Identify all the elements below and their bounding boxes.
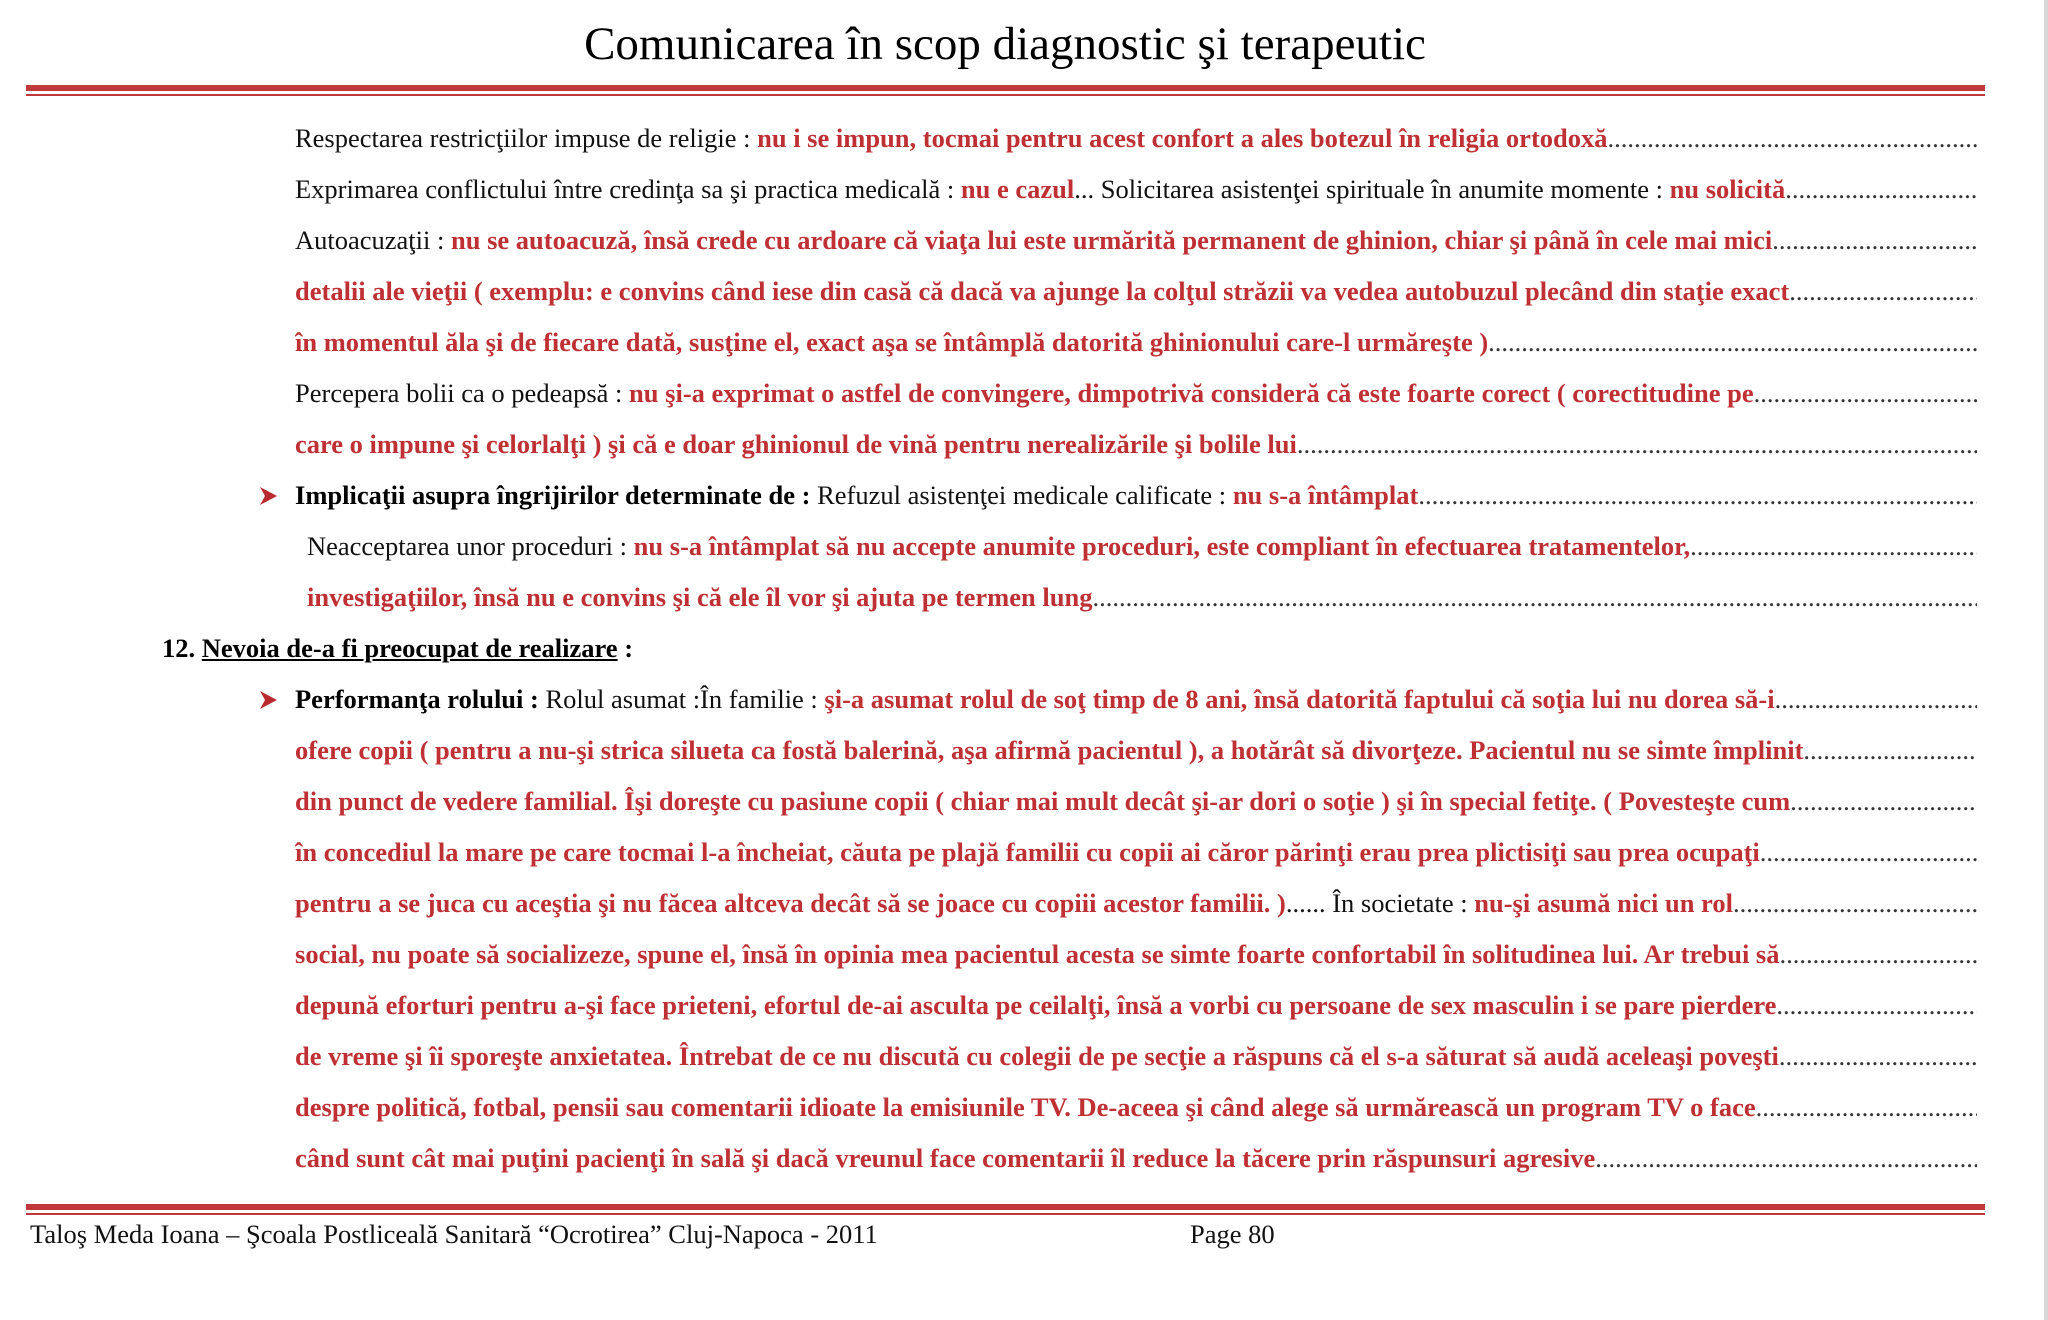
- text-line: [295, 776, 1977, 827]
- dot-leader: [1760, 827, 1977, 878]
- text-line: [295, 980, 1977, 1031]
- header-rule: [26, 85, 1985, 96]
- text-line: [295, 1031, 1977, 1082]
- subsection-heading: Implicaţii asupra îngrijirilor determinate de :: [295, 480, 818, 510]
- field-label: ... Solicitarea asistenţei spirituale în anumite momente :: [1074, 174, 1670, 204]
- section-heading: [162, 623, 1062, 674]
- dot-leader: [1754, 368, 1977, 419]
- dot-leader: [1789, 266, 1977, 317]
- field-label: Refuzul asistenţei medicale calificate :: [817, 480, 1233, 510]
- text-line: [307, 572, 1977, 623]
- dot-leader: [1690, 521, 1977, 572]
- field-answer: nu e cazul: [960, 174, 1075, 204]
- field-answer: depună eforturi pentru a-şi face prieteni, efortul de-ai asculta pe ceilalţi, însă a vorbi cu persoane de sex masculin i se pare pierdere: [295, 990, 1777, 1020]
- field-answer: investigaţiilor, însă nu e convins şi că ele îl vor şi ajuta pe termen lung: [307, 582, 1093, 612]
- field-answer: social, nu poate să socializeze, spune el, însă în opinia mea pacientul acesta se simte foarte confortabil în solitudinea lui. Ar trebui să: [295, 939, 1780, 969]
- section-suffix: :: [617, 633, 634, 663]
- text-line: [295, 1082, 1977, 1133]
- field-answer: nu se autoacuză, însă crede cu ardoare că viaţa lui este urmărită permanent de ghinion, chiar şi până în cele mai mici: [451, 225, 1773, 255]
- field-answer: nu-şi asumă nici un rol: [1474, 888, 1733, 918]
- dot-leader: [1775, 674, 1977, 725]
- text-line: [295, 215, 1977, 266]
- text-line: [295, 266, 1977, 317]
- dot-leader: [1595, 1133, 1977, 1184]
- field-label: Neacceptarea unor proceduri :: [307, 531, 634, 561]
- field-answer: de vreme şi îi sporeşte anxietatea. Întrebat de ce nu discută cu colegii de pe secţie a răspuns că el s-a săturat să audă aceleaşi poveşti: [295, 1041, 1779, 1071]
- text-line: [295, 1133, 1977, 1184]
- field-answer: în concediul la mare pe care tocmai l-a încheiat, căuta pe plajă familii cu copii ai căror părinţi erau prea plictisiţi sau prea ocupaţi: [295, 837, 1760, 867]
- field-answer: care o impune şi celorlalţi ) şi că e doar ghinionul de vină pentru nerealizările şi bolile lui: [295, 429, 1297, 459]
- dot-leader: [1779, 1031, 1977, 1082]
- dot-leader: [1790, 776, 1977, 827]
- text-line: [295, 878, 1977, 929]
- bullet-line: [295, 674, 1977, 725]
- dot-leader: [1608, 113, 1977, 164]
- page-edge: [2044, 0, 2048, 1320]
- dot-leader: [1297, 419, 1977, 470]
- field-answer: nu i se impun, tocmai pentru acest confort a ales botezul în religia ortodoxă: [757, 123, 1608, 153]
- text-line: [295, 725, 1977, 776]
- field-label: Rolul asumat :În familie :: [545, 684, 825, 714]
- dot-leader: [1785, 164, 1977, 215]
- field-label: ...... În societate :: [1285, 888, 1475, 918]
- field-answer: în momentul ăla şi de fiecare dată, susţine el, exact aşa se întâmplă datorită ghinionului care-l urmăreşte ): [295, 327, 1489, 357]
- text-line: [295, 164, 1977, 215]
- field-answer: nu solicită: [1669, 174, 1786, 204]
- dot-leader: [1488, 317, 1977, 368]
- field-answer: şi-a asumat rolul de soţ timp de 8 ani, însă datorită faptului că soţia lui nu dorea să-i: [824, 684, 1775, 714]
- field-answer: din punct de vedere familial. Îşi doreşte cu pasiune copii ( chiar mai mult decât şi-ar dori o soţie ) şi în special fetiţe. ( Povesteşte cum: [295, 786, 1791, 816]
- dot-leader: [1756, 1082, 1977, 1133]
- dot-leader: [1780, 929, 1978, 980]
- arrow-bullet-icon: [257, 485, 279, 507]
- field-answer: pentru a se juca cu aceştia şi nu făcea altceva decât să se joace cu copiii acestor familii. ): [295, 888, 1286, 918]
- section-title: Nevoia de-a fi preocupat de realizare: [201, 633, 618, 663]
- footer-page-number: Page 80: [1190, 1219, 1275, 1249]
- dot-leader: [1418, 470, 1977, 521]
- page-header-title: Comunicarea în scop diagnostic şi terapeutic: [584, 18, 1426, 70]
- text-line: [307, 521, 1977, 572]
- field-answer: nu s-a întâmplat să nu accepte anumite proceduri, este compliant în efectuarea tratamentelor,: [633, 531, 1691, 561]
- text-line: [295, 929, 1977, 980]
- subsection-heading: Performanţa rolului :: [295, 684, 546, 714]
- field-label: Percepera bolii ca o pedeapsă :: [295, 378, 630, 408]
- field-label: Autoacuzaţii :: [295, 225, 451, 255]
- field-label: Exprimarea conflictului între credinţa sa şi practica medicală :: [295, 174, 961, 204]
- text-line: [295, 419, 1977, 470]
- text-line: [295, 317, 1977, 368]
- field-answer: nu şi-a exprimat o astfel de convingere, dimpotrivă consideră că este foarte corect ( corectitudine pe: [629, 378, 1754, 408]
- text-line: [295, 113, 1977, 164]
- footer-author-school: Taloş Meda Ioana – Şcoala Postliceală Sanitară “Ocrotirea” Cluj-Napoca - 2011: [30, 1219, 878, 1249]
- field-label: Respectarea restricţiilor impuse de religie :: [295, 123, 758, 153]
- field-answer: despre politică, fotbal, pensii sau comentarii idioate la emisiunile TV. De-aceea şi când alege să urmărească un program TV o face: [295, 1092, 1756, 1122]
- field-answer: nu s-a întâmplat: [1232, 480, 1419, 510]
- section-number: 12.: [162, 633, 202, 663]
- field-answer: detalii ale vieţii ( exemplu: e convins când iese din casă că dacă va ajunge la colţul străzii va vedea autobuzul plecând din staţie exact: [295, 276, 1790, 306]
- dot-leader: [1733, 878, 1977, 929]
- text-line: [295, 827, 1977, 878]
- dot-leader: [1803, 725, 1977, 776]
- dot-leader: [1776, 980, 1977, 1031]
- text-line: [295, 368, 1977, 419]
- field-answer: când sunt cât mai puţini pacienţi în sală şi dacă vreunul face comentarii îl reduce la tăcere prin răspunsuri agresive: [295, 1143, 1596, 1173]
- dot-leader: [1092, 572, 1977, 623]
- dot-leader: [1772, 215, 1977, 266]
- arrow-bullet-icon: [257, 689, 279, 711]
- bullet-line: [295, 470, 1977, 521]
- field-answer: ofere copii ( pentru a nu-şi strica silueta ca fostă balerină, aşa afirmă pacientul ), a hotărât să divorţeze. Pacientul nu se simte împlinit: [295, 735, 1804, 765]
